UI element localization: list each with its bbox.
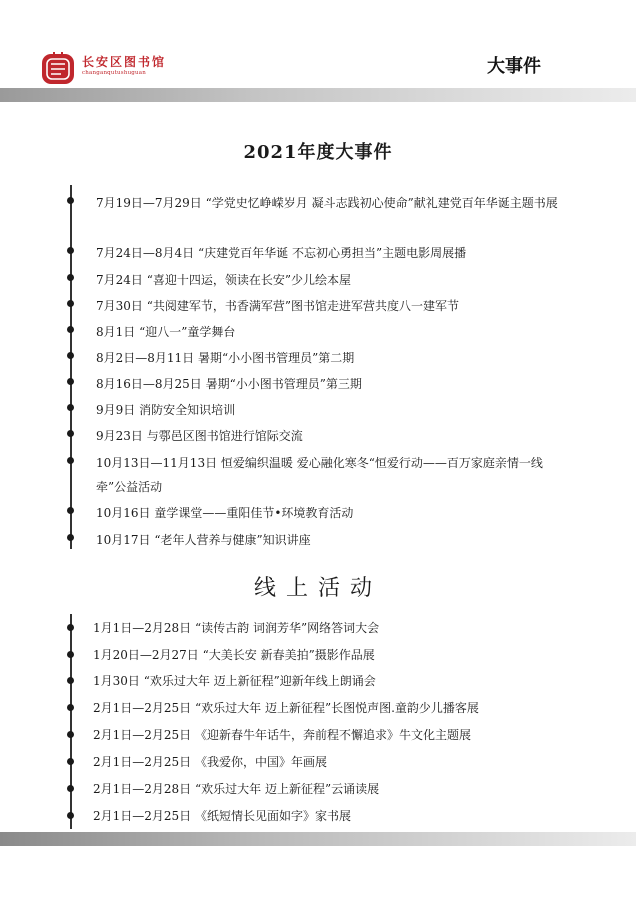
footer-band: [0, 832, 636, 846]
timeline-dot: [67, 812, 74, 819]
event-text: 1月20日—2月27日 “大美长安 新春美拍”摄影作品展: [93, 648, 375, 662]
timeline-line: [70, 614, 72, 829]
header-band: [0, 88, 636, 102]
timeline-dot: [67, 704, 74, 711]
page-header: [0, 0, 636, 100]
timeline-dot: [67, 507, 74, 514]
page-title: 2021年度大事件: [243, 142, 393, 163]
timeline-dot: [67, 457, 74, 464]
timeline-dot: [67, 404, 74, 411]
library-pinyin: changanqutushuguan: [82, 70, 146, 76]
timeline-dot: [67, 534, 74, 541]
event-text: 2月1日—2月28日 “欢乐过大年 迈上新征程”云诵读展: [93, 782, 380, 796]
event-text: 7月24日 “喜迎十四运，领读在长安”少儿绘本屋: [96, 273, 351, 287]
event-text: 8月2日—8月11日 暑期“小小图书管理员”第二期: [96, 351, 355, 365]
timeline-dot: [67, 378, 74, 385]
online-section-title: 线上活动: [253, 576, 382, 601]
event-text: 8月1日 “迎八一”童学舞台: [96, 325, 236, 339]
event-text: 1月1日—2月28日 “读传古韵 词润芳华”网络答词大会: [93, 621, 380, 635]
event-text: 10月17日 “老年人营养与健康”知识讲座: [96, 533, 311, 547]
timeline-dot: [67, 731, 74, 738]
timeline-dot: [67, 677, 74, 684]
timeline-dot: [67, 300, 74, 307]
event-text: 1月30日 “欢乐过大年 迈上新征程”迎新年线上朗诵会: [93, 674, 376, 688]
event-text: 2月1日—2月25日 《纸短情长见面如字》家书展: [93, 809, 351, 823]
event-text: 10月16日 童学课堂——重阳佳节•环境教育活动: [96, 506, 354, 520]
event-text: 7月30日 “共阅建军节，书香满军营”图书馆走进军营共度八一建军节: [96, 299, 459, 313]
library-name: 长安区图书馆: [82, 55, 167, 69]
section-label: 大事件: [487, 56, 541, 77]
event-text: 9月9日 消防安全知识培训: [96, 403, 236, 417]
event-text: 2月1日—2月25日 “欢乐过大年 迈上新征程”长图悦声图.童韵少儿播客展: [93, 701, 479, 715]
event-text: 10月13日—11月13日 恒爱编织温暖 爱心融化寒冬“恒爱行动——百万家庭亲情一线牵”公益活动: [96, 456, 543, 494]
event-text: 2月1日—2月25日 《我爱你，中国》年画展: [93, 755, 327, 769]
library-brand: [82, 55, 166, 77]
event-text: 7月24日—8月4日 “庆建党百年华诞 不忘初心勇担当”主题电影周展播: [96, 246, 467, 260]
timeline-line: [70, 185, 72, 549]
timeline-dot: [67, 785, 74, 792]
timeline-dot: [67, 352, 74, 359]
event-text: 2月1日—2月25日 《迎新春牛年话牛，奔前程不懈追求》牛文化主题展: [93, 728, 471, 742]
event-text: 7月19日—7月29日 “学党史忆峥嵘岁月 凝斗志践初心使命”献礼建党百年华诞主题书展: [96, 196, 558, 210]
timeline-dot: [67, 247, 74, 254]
event-text: 8月16日—8月25日 暑期“小小图书管理员”第三期: [96, 377, 362, 391]
timeline-dot: [67, 274, 74, 281]
timeline-dot: [67, 197, 74, 204]
timeline-dot: [67, 326, 74, 333]
timeline-dot: [67, 651, 74, 658]
event-text: 9月23日 与鄠邑区图书馆进行馆际交流: [96, 429, 303, 443]
timeline-dot: [67, 758, 74, 765]
timeline-dot: [67, 624, 74, 631]
library-logo-icon: [40, 50, 76, 86]
timeline-dot: [67, 430, 74, 437]
